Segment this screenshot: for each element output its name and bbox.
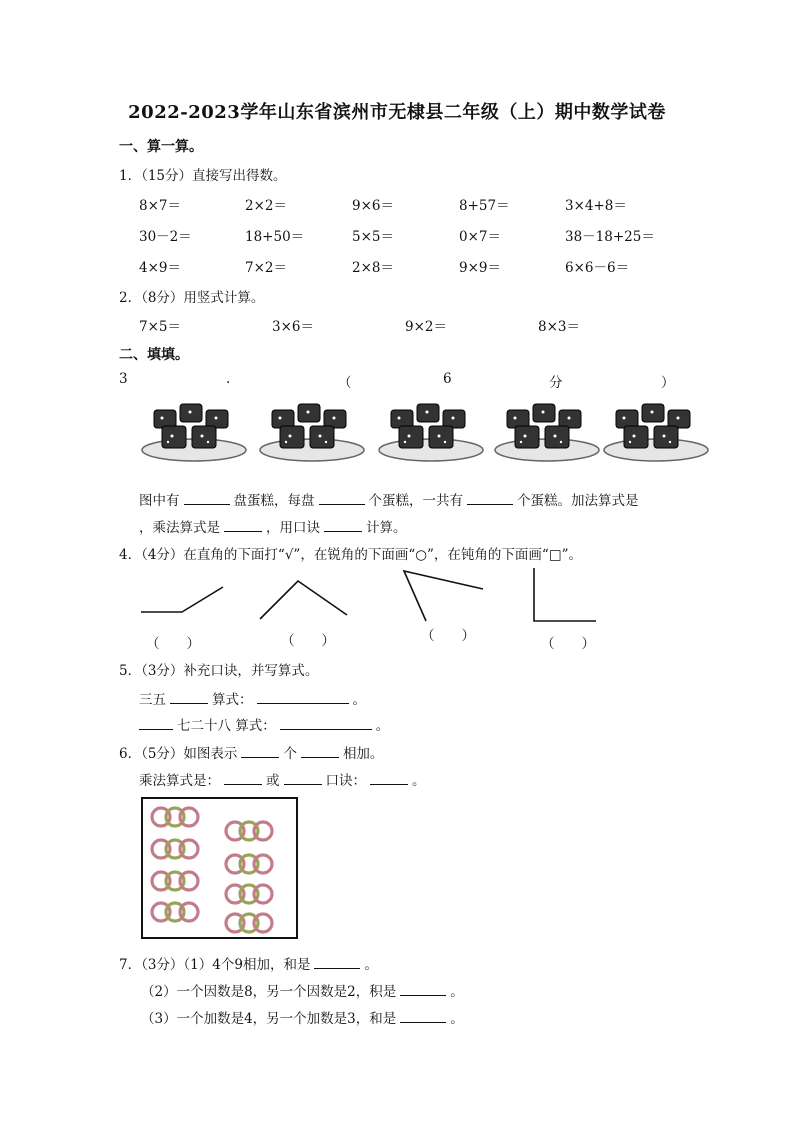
q7-sub-3 [141,1007,464,1027]
ring-chain-figure [141,797,298,939]
acute-angle-shape-2 [404,571,483,621]
answer-blank[interactable] [370,772,408,785]
q3-dot: . [226,371,231,387]
vertical-calc-item: 7×5＝ [139,319,181,335]
q5-text: 算式： [212,692,253,708]
q5-line-1 [139,688,366,708]
answer-paren[interactable]: （ ） [541,636,595,652]
q3-text: ，乘法算式是 [139,520,220,536]
q1-label: 1．（15分）直接写出得数。 [119,168,287,184]
right-angle-shape [534,568,596,621]
section-2-heading: 二、填填。 [119,347,189,363]
calc-item: 3×4+8＝ [565,198,627,214]
answer-blank[interactable] [184,492,230,505]
q2-label: 2．（8分）用竖式计算。 [119,290,265,306]
obtuse-angle-shape [141,587,223,612]
answer-blank[interactable] [467,492,513,505]
q6-text: 乘法算式是： [139,773,220,789]
cake-plate-image [377,392,485,464]
q7-text: 。 [450,984,464,1000]
q3-text: 图中有 [139,493,180,509]
q7-text: （2）一个因数是8，另一个因数是2，积是 [141,984,397,1000]
vertical-calc-item: 8×3＝ [538,319,580,335]
q6-text: 6．（5分）如图表示 [119,746,238,762]
calc-item: 4×9＝ [139,260,181,276]
answer-blank[interactable] [284,772,322,785]
ring-chain-image [143,799,296,937]
answer-blank[interactable] [400,1010,446,1023]
calc-item: 18+50＝ [245,229,305,245]
cake-plate-image [602,392,710,464]
q3-score: 6 [443,371,452,387]
calc-item: 9×6＝ [352,198,394,214]
q6-text: 。 [412,773,426,789]
section-1-heading: 一、算一算。 [119,139,203,155]
answer-blank[interactable] [324,519,362,532]
q7-label [119,953,378,973]
q6-text: 相加。 [342,746,384,762]
answer-blank[interactable] [224,519,262,532]
answer-blank[interactable] [224,772,262,785]
q3-score-unit: 分 [549,375,563,391]
answer-blank[interactable] [139,717,173,730]
calc-item: 8+57＝ [459,198,510,214]
answer-blank[interactable] [280,717,372,730]
q7-text: 7．（3分）（1）4个9相加，和是 [119,957,311,973]
calc-item: 0×7＝ [459,229,501,245]
answer-paren[interactable]: （ ） [421,628,475,644]
q5-text: 。 [375,718,390,734]
q5-label: 5．（3分）补充口诀，并写算式。 [119,663,319,679]
answer-blank[interactable] [314,956,360,969]
cake-plate-image [493,392,601,464]
q3-line-2 [139,516,407,536]
q6-label [119,742,383,762]
q3-line-1 [139,489,639,509]
angle-figures [136,565,606,635]
calc-item: 8×7＝ [139,198,181,214]
answer-paren[interactable]: （ ） [146,636,200,652]
calc-item: 6×6－6＝ [565,260,630,276]
cake-plate-image [258,392,366,464]
answer-blank[interactable] [241,745,279,758]
cake-plate-image [140,392,248,464]
calc-item: 7×2＝ [245,260,287,276]
q7-text: （3）一个加数是4，另一个加数是3，和是 [141,1011,397,1027]
calc-item: 5×5＝ [352,229,394,245]
calc-item: 9×9＝ [459,260,501,276]
q5-text: 。 [352,692,366,708]
answer-blank[interactable] [301,745,339,758]
q6-line-2 [139,769,426,789]
q3-text: 计算。 [366,520,407,536]
q7-text: 。 [364,957,378,973]
q3-paren-close: ） [661,375,675,391]
calc-item: 2×8＝ [352,260,394,276]
q7-sub-2 [141,980,464,1000]
q4-label: 4．（4分）在直角的下面打“√”，在锐角的下面画“○”，在钝角的下面画“□”。 [119,547,582,563]
answer-blank[interactable] [319,492,365,505]
answer-blank[interactable] [257,691,349,704]
page-title: 2022-2023学年山东省滨州市无棣县二年级（上）期中数学试卷 [128,102,666,123]
q5-text: 七二十八 算式： [177,718,276,734]
vertical-calc-item: 3×6＝ [272,319,314,335]
acute-angle-shape [260,581,347,619]
q6-text: 口诀： [325,773,366,789]
answer-blank[interactable] [170,691,208,704]
q3-text: 个蛋糕，一共有 [368,493,463,509]
q3-text: ，用口诀 [266,520,320,536]
q3-paren-open: （ [338,375,352,391]
q5-text: 三五 [139,692,166,708]
q6-text: 个 [283,746,297,762]
q5-line-2 [139,714,389,734]
q3-number: 3 [119,371,128,387]
q7-text: 。 [450,1011,464,1027]
q6-text: 或 [266,773,280,789]
q3-text: 个蛋糕。加法算式是 [517,493,639,509]
calc-item: 2×2＝ [245,198,287,214]
calc-item: 38－18+25＝ [565,229,655,245]
q3-text: 盘蛋糕，每盘 [233,493,315,509]
answer-blank[interactable] [400,983,446,996]
vertical-calc-item: 9×2＝ [405,319,447,335]
calc-item: 30－2＝ [139,229,192,245]
answer-paren[interactable]: （ ） [281,633,335,649]
